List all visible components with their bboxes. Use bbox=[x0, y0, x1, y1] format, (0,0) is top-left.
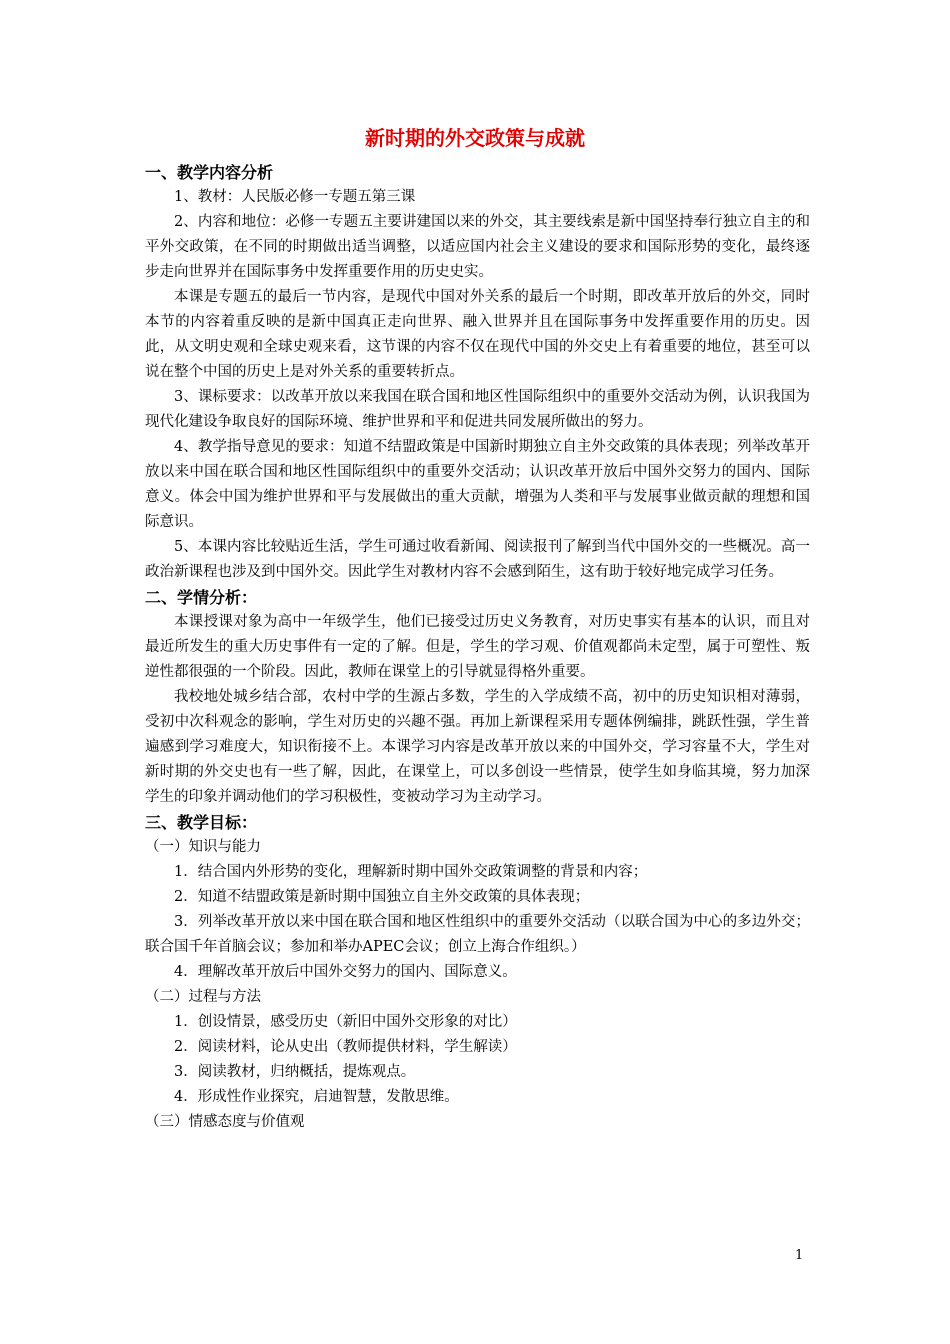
document-title: 新时期的外交政策与成就 bbox=[365, 126, 585, 150]
paragraph: 5、本课内容比较贴近生活，学生可通过收看新闻、阅读报刊了解到当代中国外交的一些概况。高一政治新课程也涉及到中国外交。因此学生对教材内容不会感到陌生，这有助于较好地完成学习任务。 bbox=[145, 539, 810, 580]
paragraph: 2、内容和地位：必修一专题五主要讲建国以来的外交，其主要线索是新中国坚持奉行独立自主的和平外交政策，在不同的时期做出适当调整，以适应国内社会主义建设的要求和国际形势的变化，最终逐步走向世界并在国际事务中发挥重要作用的历史史实。 bbox=[145, 214, 810, 280]
paragraph: 我校地处城乡结合部，农村中学的生源占多数，学生的入学成绩不高，初中的历史知识相对薄弱，受初中次科观念的影响，学生对历史的兴趣不强。再加上新课程采用专题体例编排，跳跃性强，学生普遍感到学习难度大，知识衔接不上。本课学习内容是改革开放以来的中国外交，学习容量不大，学生对新时期的外交史也有一些了解，因此，在课堂上，可以多创设一些情景，使学生如身临其境，努力加深学生的印象并调动他们的学习积极性，变被动学习为主动学习。 bbox=[145, 689, 810, 805]
paragraph: 4、教学指导意见的要求：知道不结盟政策是中国新时期独立自主外交政策的具体表现；列举改革开放以来中国在联合国和地区性国际组织中的重要外交活动；认识改革开放后中国外交努力的国内、国际意义。体会中国为维护世界和平与发展做出的重大贡献，增强为人类和平与发展事业做贡献的理想和国际意识。 bbox=[145, 439, 810, 530]
paragraph: 3、课标要求：以改革开放以来我国在联合国和地区性国际组织中的重要外交活动为例，认识我国为现代化建设争取良好的国际环境、维护世界和平和促进共同发展所做出的努力。 bbox=[145, 389, 810, 430]
list-item: 1．结合国内外形势的变化，理解新时期中国外交政策调整的背景和内容； bbox=[174, 864, 648, 880]
subsection-label-1: （一）知识与能力 bbox=[145, 839, 261, 855]
list-item: 4．形成性作业探究，启迪智慧，发散思维。 bbox=[174, 1089, 459, 1105]
paragraph: 1、教材：人民版必修一专题五第三课 bbox=[174, 189, 416, 205]
list-item: 2．知道不结盟政策是新时期中国独立自主外交政策的具体表现； bbox=[174, 889, 590, 905]
paragraph: 本课是专题五的最后一节内容，是现代中国对外关系的最后一个时期，即改革开放后的外交，同时本节的内容着重反映的是新中国真正走向世界、融入世界并且在国际事务中发挥重要作用的历史。因此，从文明史观和全球史观来看，这节课的内容不仅在现代中国的外交史上有着重要的地位，甚至可以说在整个中国的历史上是对外关系的重要转折点。 bbox=[145, 289, 810, 380]
list-item: 2．阅读材料，论从史出（教师提供材料，学生解读） bbox=[174, 1039, 517, 1055]
section-heading-3: 三、教学目标： bbox=[145, 813, 258, 832]
section-heading-1: 一、教学内容分析 bbox=[145, 163, 274, 182]
list-item: 3．阅读教材，归纳概括，提炼观点。 bbox=[174, 1064, 416, 1080]
list-item: 4．理解改革开放后中国外交努力的国内、国际意义。 bbox=[174, 964, 517, 980]
section-heading-2: 二、学情分析： bbox=[145, 588, 258, 607]
subsection-label-2: （二）过程与方法 bbox=[145, 989, 261, 1005]
page-number: 1 bbox=[795, 1248, 804, 1263]
document-body bbox=[145, 160, 810, 1135]
list-item: 3．列举改革开放以来中国在联合国和地区性组织中的重要外交活动（以联合国为中心的多边外交；联合国千年首脑会议；参加和举办APEC会议；创立上海合作组织。） bbox=[145, 914, 810, 955]
subsection-label-3: （三）情感态度与价值观 bbox=[145, 1114, 305, 1130]
list-item: 1．创设情景，感受历史（新旧中国外交形象的对比） bbox=[174, 1014, 517, 1030]
paragraph: 本课授课对象为高中一年级学生，他们已接受过历史义务教育，对历史事实有基本的认识，而且对最近所发生的重大历史事件有一定的了解。但是，学生的学习观、价值观都尚未定型，属于可塑性、叛逆性都很强的一个阶段。因此，教师在课堂上的引导就显得格外重要。 bbox=[145, 614, 810, 680]
